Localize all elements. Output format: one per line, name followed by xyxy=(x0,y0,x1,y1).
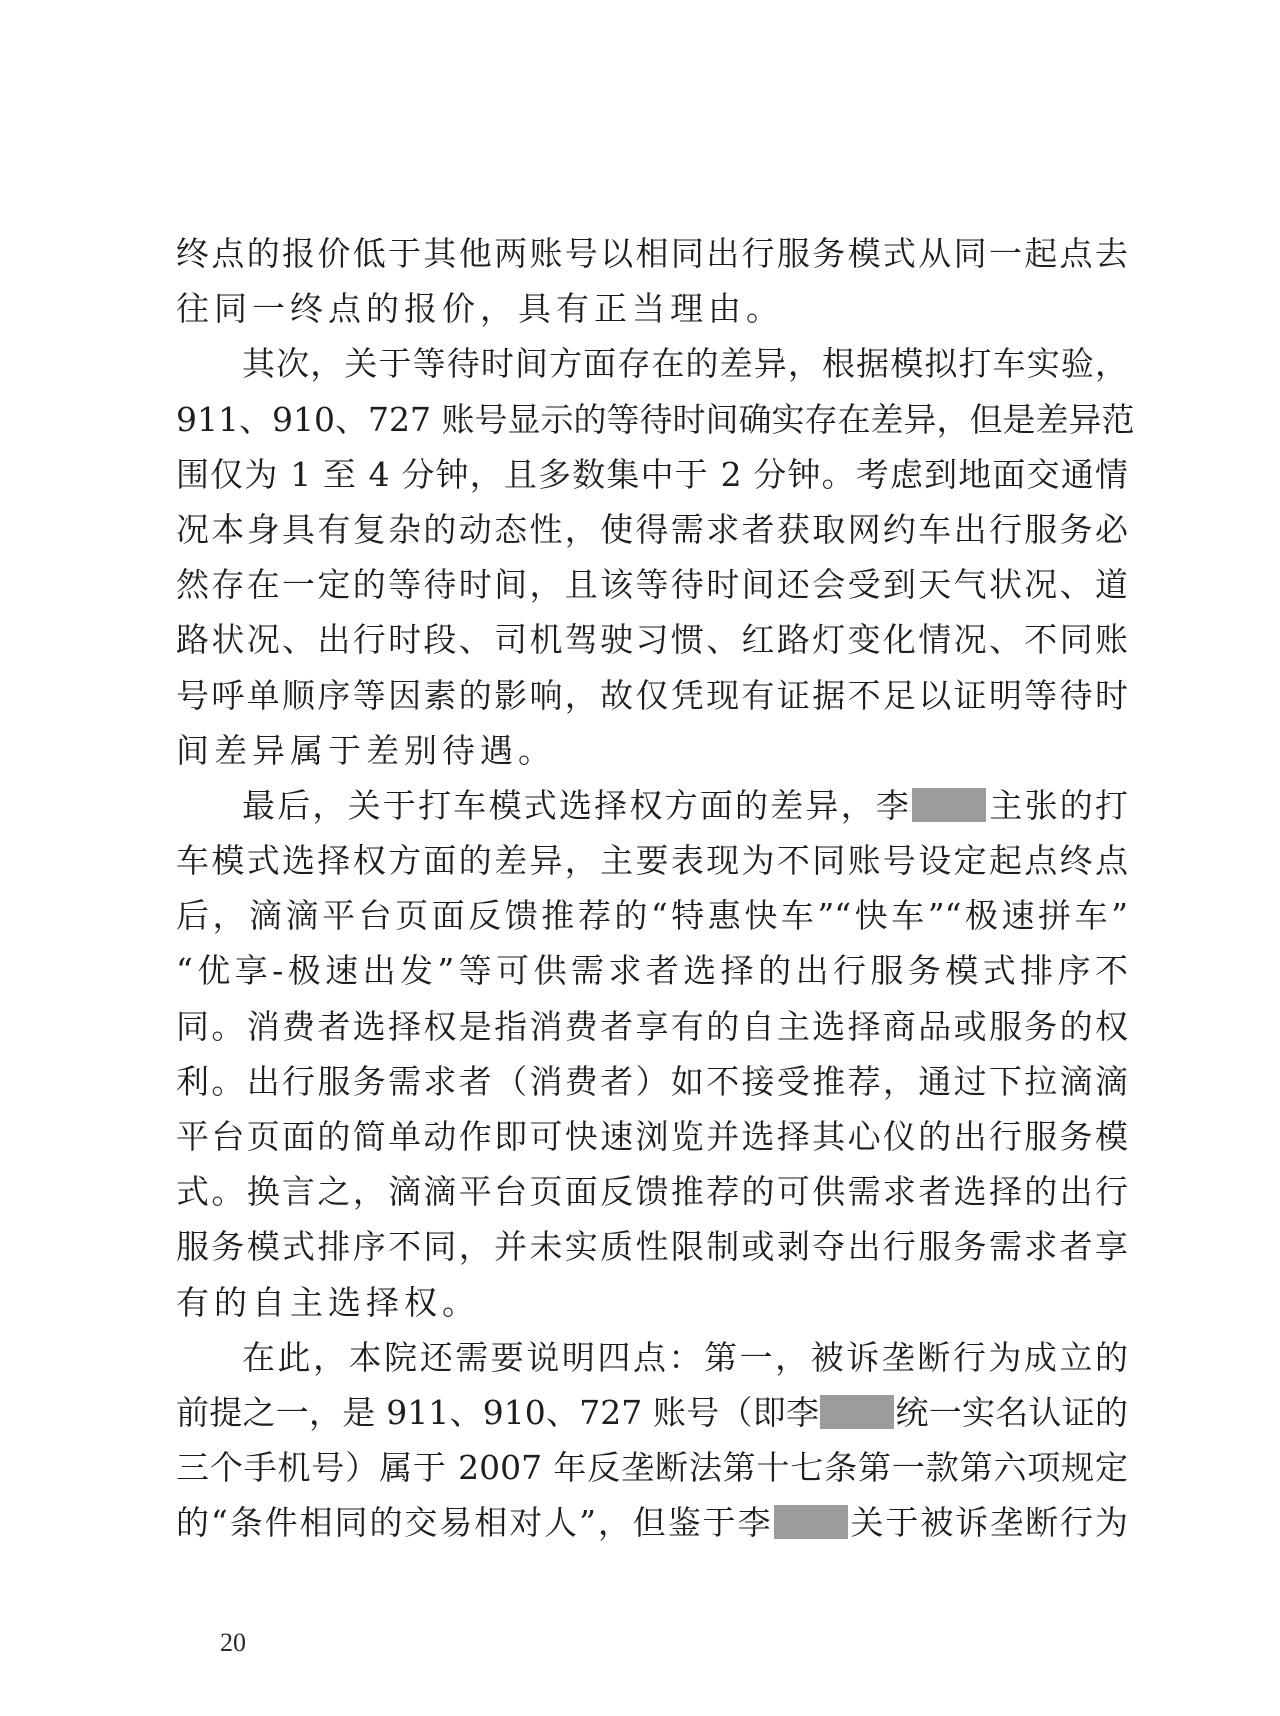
text-line: 利。出行服务需求者（消费者）如不接受推荐，通过下拉滴滴 xyxy=(176,1061,1128,1101)
text-line: 三个手机号）属于 2007 年反垄断法第十七条第一款第六项规定 xyxy=(176,1448,1128,1488)
redaction-box xyxy=(820,1395,894,1429)
text-segment: 的“条件相同的交易相对人”，但鉴于李 xyxy=(176,1503,773,1543)
text-line xyxy=(176,1495,1128,1550)
text-line: 911、910、727 账号显示的等待时间确实存在差异，但是差异范 xyxy=(176,399,1135,439)
page-number: 20 xyxy=(220,1628,246,1657)
text-line: 往同一终点的报价，具有正当理由。 xyxy=(176,289,784,329)
text-line: 况本身具有复杂的动态性，使得需求者获取网约车出行服务必 xyxy=(176,509,1128,549)
text-line: 有的自主选择权。 xyxy=(176,1282,480,1322)
text-line xyxy=(176,1385,1128,1440)
redaction-box xyxy=(774,1505,848,1539)
paragraph-start-line: 在此，本院还需要说明四点：第一，被诉垄断行为成立的 xyxy=(242,1337,1128,1377)
redaction-box xyxy=(912,788,986,822)
paragraph-start-line: 其次，关于等待时间方面存在的差异，根据模拟打车实验， xyxy=(242,344,1128,384)
text-segment: 关于被诉垄断行为 xyxy=(848,1503,1128,1543)
text-segment: 统一实名认证的 xyxy=(895,1392,1128,1432)
text-segment: 主张的打 xyxy=(987,785,1129,825)
text-line: 同。消费者选择权是指消费者享有的自主选择商品或服务的权 xyxy=(176,1006,1128,1046)
text-segment: 前提之一，是 911、910、727 账号（即李 xyxy=(176,1392,820,1432)
text-line: 服务模式排序不同，并未实质性限制或剥夺出行服务需求者享 xyxy=(176,1227,1128,1267)
text-line: 路状况、出行时段、司机驾驶习惯、红路灯变化情况、不同账 xyxy=(176,620,1128,660)
text-line: 车模式选择权方面的差异，主要表现为不同账号设定起点终点 xyxy=(176,841,1128,881)
text-line: 围仅为 1 至 4 分钟，且多数集中于 2 分钟。考虑到地面交通情 xyxy=(176,454,1128,494)
document-body xyxy=(176,226,1135,1551)
text-line: 号呼单顺序等因素的影响，故仅凭现有证据不足以证明等待时 xyxy=(176,675,1128,715)
text-line: 然存在一定的等待时间，且该等待时间还会受到天气状况、道 xyxy=(176,565,1128,605)
text-line: “优享-极速出发”等可供需求者选择的出行服务模式排序不 xyxy=(176,951,1128,991)
text-line: 式。换言之，滴滴平台页面反馈推荐的可供需求者选择的出行 xyxy=(176,1172,1128,1212)
text-line: 终点的报价低于其他两账号以相同出行服务模式从同一起点去 xyxy=(176,234,1128,273)
text-line: 平台页面的简单动作即可快速浏览并选择其心仪的出行服务模 xyxy=(176,1117,1128,1156)
text-line: 间差异属于差别待遇。 xyxy=(176,730,556,770)
paragraph-start-line xyxy=(176,778,1128,833)
text-line: 后，滴滴平台页面反馈推荐的“特惠快车”“快车”“极速拼车” xyxy=(176,896,1128,936)
text-segment: 最后，关于打车模式选择权方面的差异，李 xyxy=(242,785,912,825)
